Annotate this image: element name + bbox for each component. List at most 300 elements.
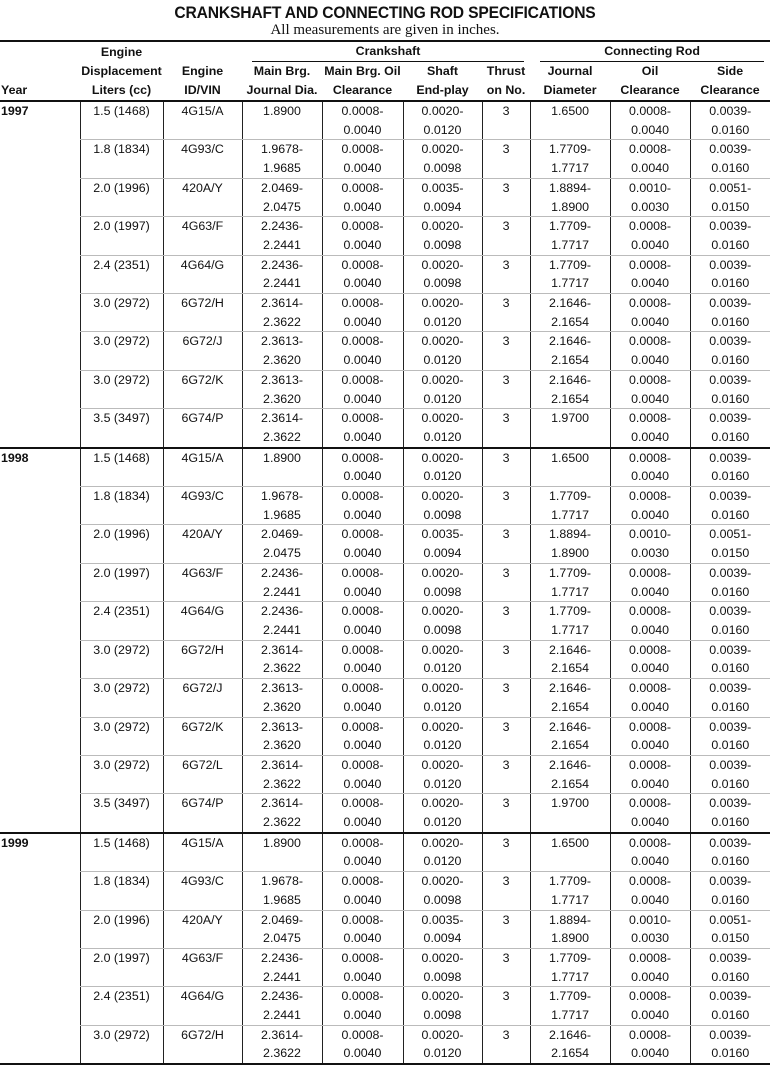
main-brg-journal-cell-line: 2.2441 bbox=[263, 622, 301, 637]
rod-journal-diameter-cell-line: 1.7717 bbox=[551, 622, 589, 637]
engine-id-cell bbox=[163, 602, 242, 640]
displacement-cell bbox=[80, 101, 163, 140]
rod-journal-diameter-cell bbox=[530, 255, 610, 293]
shaft-endplay-cell bbox=[403, 101, 482, 140]
shaft-endplay-cell bbox=[403, 487, 482, 525]
main-brg-journal-cell bbox=[242, 217, 322, 255]
shaft-endplay-cell-line: 0.0020- bbox=[421, 372, 464, 387]
rod-side-clearance-cell bbox=[690, 101, 770, 140]
engine-id-cell-value: 4G15/A bbox=[181, 104, 224, 118]
rod-side-clearance-cell-line: 0.0160 bbox=[711, 122, 750, 137]
rod-journal-diameter-cell-line: 1.6500 bbox=[551, 450, 589, 465]
engine-id-cell-value: 420A/Y bbox=[182, 180, 223, 195]
thrust-cell bbox=[482, 370, 530, 408]
rod-side-clearance-cell bbox=[690, 409, 770, 448]
rod-oil-clearance-cell bbox=[610, 833, 690, 872]
shaft-endplay-cell-line: 0.0120 bbox=[423, 699, 462, 714]
rod-journal-diameter-cell-line: 1.9700 bbox=[551, 796, 589, 811]
main-brg-journal-cell-line: 2.3622 bbox=[263, 776, 301, 791]
shaft-endplay-cell bbox=[403, 140, 482, 178]
shaft-endplay-cell bbox=[403, 525, 482, 563]
table-row bbox=[0, 409, 770, 448]
main-brg-journal-cell bbox=[242, 1025, 322, 1064]
shaft-endplay-cell-line: 0.0020- bbox=[421, 296, 464, 311]
main-brg-journal-cell-line: 2.0469- bbox=[260, 527, 304, 542]
rod-oil-clearance-cell-line: 0.0040 bbox=[631, 854, 669, 869]
rod-journal-diameter-cell-line: 1.7709- bbox=[549, 604, 592, 619]
shaft-endplay-cell-line: 0.0020- bbox=[421, 796, 464, 811]
rod-journal-diameter-cell-line: 1.7717 bbox=[551, 969, 589, 984]
main-brg-journal-cell bbox=[242, 487, 322, 525]
displacement-cell bbox=[80, 755, 163, 793]
main-brg-oil-clearance-cell bbox=[322, 679, 403, 717]
displacement-cell-value: 2.0 (1996) bbox=[93, 912, 150, 927]
rod-oil-clearance-cell-line: 0.0008- bbox=[629, 989, 672, 1004]
rod-journal-diameter-cell bbox=[530, 487, 610, 525]
main-brg-journal-cell-line: 2.3622 bbox=[263, 429, 301, 444]
rod-side-clearance-cell-line: 0.0160 bbox=[711, 661, 750, 676]
main-brg-oil-clearance-cell-line: 0.0040 bbox=[343, 161, 382, 176]
shaft-endplay-cell bbox=[403, 370, 482, 408]
rod-journal-diameter-cell-line bbox=[531, 121, 610, 140]
rod-side-clearance-cell-line: 0.0051- bbox=[709, 180, 752, 195]
table-row bbox=[0, 872, 770, 910]
main-brg-oil-clearance-cell-line: 0.0008- bbox=[341, 142, 384, 157]
main-brg-journal-cell bbox=[242, 679, 322, 717]
rod-oil-clearance-cell-line: 0.0030 bbox=[631, 546, 669, 561]
main-brg-oil-clearance-cell-line: 0.0008- bbox=[341, 604, 384, 619]
shaft-endplay-cell bbox=[403, 987, 482, 1025]
rod-oil-clearance-cell-line: 0.0008- bbox=[629, 104, 672, 118]
rod-journal-diameter-cell-line: 2.1646- bbox=[549, 757, 592, 772]
rod-journal-diameter-cell-line: 2.1654 bbox=[551, 1046, 589, 1061]
rod-journal-diameter-cell-line bbox=[531, 467, 610, 486]
header-main-brg-oil-line2: Clearance bbox=[322, 81, 403, 101]
main-brg-journal-cell bbox=[242, 332, 322, 370]
rod-oil-clearance-cell-line: 0.0008- bbox=[629, 604, 672, 619]
shaft-endplay-cell-line: 0.0120 bbox=[423, 776, 462, 791]
rod-side-clearance-cell-line: 0.0039- bbox=[709, 489, 752, 504]
header-crankshaft-group bbox=[242, 41, 530, 62]
header-thrust-line1: Thrust bbox=[486, 64, 526, 78]
displacement-cell-value: 3.0 (2972) bbox=[93, 1027, 150, 1042]
rod-journal-diameter-cell bbox=[530, 755, 610, 793]
main-brg-journal-cell-line: 2.3622 bbox=[263, 815, 301, 830]
rod-oil-clearance-cell-line: 0.0040 bbox=[631, 122, 669, 137]
main-brg-oil-clearance-cell-line: 0.0040 bbox=[343, 854, 382, 869]
rod-oil-clearance-cell-line: 0.0008- bbox=[629, 450, 672, 465]
shaft-endplay-cell-line: 0.0020- bbox=[421, 334, 464, 349]
rod-side-clearance-cell-line: 0.0039- bbox=[709, 219, 752, 234]
main-brg-oil-clearance-cell-line: 0.0008- bbox=[341, 527, 384, 542]
shaft-endplay-cell bbox=[403, 563, 482, 601]
main-brg-journal-cell-line: 2.2441 bbox=[263, 276, 301, 291]
shaft-endplay-cell bbox=[403, 178, 482, 216]
thrust-cell-value: 3 bbox=[502, 719, 510, 734]
thrust-cell bbox=[482, 833, 530, 872]
main-brg-oil-clearance-cell-line: 0.0040 bbox=[343, 237, 382, 252]
engine-id-cell bbox=[163, 833, 242, 872]
table-row bbox=[0, 448, 770, 487]
rod-oil-clearance-cell bbox=[610, 294, 690, 332]
rod-oil-clearance-cell bbox=[610, 679, 690, 717]
main-brg-oil-clearance-cell-line: 0.0008- bbox=[341, 372, 384, 387]
main-brg-journal-cell-line: 2.3622 bbox=[263, 661, 301, 676]
rod-journal-diameter-cell-line: 1.7717 bbox=[551, 1008, 589, 1023]
thrust-cell-value: 3 bbox=[502, 219, 510, 234]
displacement-cell bbox=[80, 794, 163, 833]
shaft-endplay-cell-line: 0.0098 bbox=[423, 237, 462, 252]
displacement-cell bbox=[80, 217, 163, 255]
rod-journal-diameter-cell-line: 1.6500 bbox=[551, 104, 589, 118]
displacement-cell-value: 2.0 (1997) bbox=[93, 219, 150, 234]
header-rod-journal-line2: Diameter bbox=[530, 81, 610, 101]
engine-id-cell bbox=[163, 717, 242, 755]
displacement-cell bbox=[80, 370, 163, 408]
rod-side-clearance-cell-line: 0.0039- bbox=[709, 835, 752, 850]
table-body bbox=[0, 101, 770, 1064]
engine-id-cell bbox=[163, 910, 242, 948]
shaft-endplay-cell-line: 0.0020- bbox=[421, 411, 464, 426]
rod-journal-diameter-cell-line bbox=[531, 428, 610, 447]
main-brg-oil-clearance-cell-line: 0.0040 bbox=[343, 353, 382, 368]
shaft-endplay-cell bbox=[403, 717, 482, 755]
main-brg-oil-clearance-cell-line: 0.0040 bbox=[343, 815, 382, 830]
year-cell: 1999 bbox=[0, 833, 80, 1064]
shaft-endplay-cell-line: 0.0020- bbox=[421, 450, 464, 465]
rod-side-clearance-cell-line: 0.0051- bbox=[709, 527, 752, 542]
engine-id-cell-value: 4G93/C bbox=[181, 142, 224, 157]
table-row bbox=[0, 563, 770, 601]
rod-oil-clearance-cell-line: 0.0008- bbox=[629, 1027, 672, 1042]
rod-side-clearance-cell-line: 0.0160 bbox=[711, 1046, 750, 1061]
main-brg-journal-cell bbox=[242, 101, 322, 140]
rod-journal-diameter-cell-line: 2.1654 bbox=[551, 776, 589, 791]
main-brg-journal-cell-line: 2.3613- bbox=[260, 719, 304, 734]
rod-oil-clearance-cell-line: 0.0040 bbox=[631, 507, 669, 522]
rod-side-clearance-cell bbox=[690, 448, 770, 487]
main-brg-oil-clearance-cell-line: 0.0008- bbox=[341, 489, 384, 504]
header-engine-id-line1: Engine bbox=[181, 64, 224, 78]
main-brg-oil-clearance-cell bbox=[322, 448, 403, 487]
table-row bbox=[0, 178, 770, 216]
rod-oil-clearance-cell-line: 0.0040 bbox=[631, 161, 669, 176]
rod-side-clearance-cell bbox=[690, 794, 770, 833]
rod-oil-clearance-cell-line: 0.0040 bbox=[631, 699, 669, 714]
main-brg-journal-cell-line: 2.3613- bbox=[260, 681, 304, 696]
thrust-cell-value: 3 bbox=[502, 450, 510, 465]
thrust-cell-value: 3 bbox=[502, 104, 510, 118]
header-rod-side-line2: Clearance bbox=[690, 81, 770, 101]
shaft-endplay-cell-line: 0.0020- bbox=[421, 642, 464, 657]
rod-oil-clearance-cell bbox=[610, 910, 690, 948]
rod-oil-clearance-cell-line: 0.0040 bbox=[631, 661, 669, 676]
engine-id-cell bbox=[163, 525, 242, 563]
engine-id-cell bbox=[163, 679, 242, 717]
rod-side-clearance-cell bbox=[690, 640, 770, 678]
thrust-cell bbox=[482, 255, 530, 293]
table-row bbox=[0, 1025, 770, 1064]
main-brg-journal-cell-line: 1.8900 bbox=[263, 835, 301, 850]
main-brg-journal-cell bbox=[242, 755, 322, 793]
rod-journal-diameter-cell-line: 1.7709- bbox=[549, 950, 592, 965]
engine-id-cell-value: 6G72/H bbox=[181, 296, 224, 311]
table-row bbox=[0, 140, 770, 178]
rod-oil-clearance-cell-line: 0.0008- bbox=[629, 835, 672, 850]
main-brg-oil-clearance-cell bbox=[322, 563, 403, 601]
header-year-spacer bbox=[0, 41, 80, 62]
engine-id-cell-value: 4G64/G bbox=[180, 604, 225, 619]
rod-journal-diameter-cell bbox=[530, 563, 610, 601]
rod-journal-diameter-cell-line: 2.1654 bbox=[551, 738, 589, 753]
rod-journal-diameter-cell bbox=[530, 602, 610, 640]
rod-side-clearance-cell-line: 0.0160 bbox=[711, 815, 750, 830]
main-brg-journal-cell bbox=[242, 987, 322, 1025]
shaft-endplay-cell-line: 0.0098 bbox=[423, 584, 462, 599]
main-brg-journal-cell bbox=[242, 717, 322, 755]
rod-oil-clearance-cell-line: 0.0040 bbox=[631, 237, 669, 252]
displacement-cell-value: 2.4 (2351) bbox=[93, 989, 150, 1004]
rod-oil-clearance-cell-line: 0.0008- bbox=[629, 142, 672, 157]
main-brg-oil-clearance-cell-line: 0.0008- bbox=[341, 219, 384, 234]
thrust-cell bbox=[482, 563, 530, 601]
displacement-cell bbox=[80, 140, 163, 178]
displacement-cell bbox=[80, 910, 163, 948]
engine-id-cell-value: 6G72/J bbox=[182, 334, 223, 349]
displacement-cell bbox=[80, 833, 163, 872]
thrust-cell-value: 3 bbox=[502, 642, 510, 657]
main-brg-oil-clearance-cell-line: 0.0008- bbox=[341, 835, 384, 850]
thrust-cell bbox=[482, 910, 530, 948]
main-brg-journal-cell-line: 2.3614- bbox=[260, 757, 304, 772]
rod-journal-diameter-cell-line: 1.7717 bbox=[551, 892, 589, 907]
thrust-cell bbox=[482, 487, 530, 525]
rod-side-clearance-cell bbox=[690, 910, 770, 948]
rod-side-clearance-cell-line: 0.0039- bbox=[709, 334, 752, 349]
displacement-cell bbox=[80, 1025, 163, 1064]
rod-oil-clearance-cell-line: 0.0040 bbox=[631, 738, 669, 753]
main-brg-journal-cell bbox=[242, 140, 322, 178]
shaft-endplay-cell-line: 0.0020- bbox=[421, 719, 464, 734]
main-brg-journal-cell bbox=[242, 409, 322, 448]
rod-oil-clearance-cell-line: 0.0008- bbox=[629, 719, 672, 734]
rod-side-clearance-cell-line: 0.0150 bbox=[711, 546, 750, 561]
main-brg-journal-cell-line: 2.2441 bbox=[263, 1008, 301, 1023]
main-brg-oil-clearance-cell-line: 0.0008- bbox=[341, 642, 384, 657]
rod-oil-clearance-cell-line: 0.0040 bbox=[631, 391, 669, 406]
rod-side-clearance-cell-line: 0.0039- bbox=[709, 796, 752, 811]
main-brg-oil-clearance-cell bbox=[322, 794, 403, 833]
main-brg-journal-cell-line: 2.0475 bbox=[263, 546, 301, 561]
shaft-endplay-cell-line: 0.0120 bbox=[423, 738, 462, 753]
main-brg-journal-cell bbox=[242, 178, 322, 216]
shaft-endplay-cell-line: 0.0035- bbox=[421, 912, 464, 927]
rod-side-clearance-cell bbox=[690, 1025, 770, 1064]
shaft-endplay-cell-line: 0.0098 bbox=[423, 1008, 462, 1023]
year-cell: 1998 bbox=[0, 448, 80, 833]
rod-side-clearance-cell bbox=[690, 370, 770, 408]
rod-oil-clearance-cell bbox=[610, 948, 690, 986]
main-brg-journal-cell-line: 1.9678- bbox=[260, 142, 304, 157]
rod-oil-clearance-cell bbox=[610, 872, 690, 910]
engine-id-cell-value: 6G72/K bbox=[181, 372, 224, 387]
main-brg-journal-cell-line: 2.0475 bbox=[263, 931, 301, 946]
main-brg-oil-clearance-cell-line: 0.0040 bbox=[343, 776, 382, 791]
header-displacement-line3: Liters (cc) bbox=[80, 81, 163, 101]
engine-id-cell-value: 4G15/A bbox=[181, 835, 224, 850]
displacement-cell-value: 3.5 (3497) bbox=[93, 796, 150, 811]
rod-oil-clearance-cell-line: 0.0040 bbox=[631, 429, 669, 444]
shaft-endplay-cell-line: 0.0020- bbox=[421, 142, 464, 157]
rod-oil-clearance-cell-line: 0.0040 bbox=[631, 815, 669, 830]
rod-oil-clearance-cell bbox=[610, 640, 690, 678]
displacement-cell bbox=[80, 872, 163, 910]
shaft-endplay-cell-line: 0.0120 bbox=[423, 429, 462, 444]
header-displacement-line1: Engine bbox=[100, 45, 143, 59]
shaft-endplay-cell bbox=[403, 332, 482, 370]
shaft-endplay-cell bbox=[403, 833, 482, 872]
table-row bbox=[0, 794, 770, 833]
engine-id-cell-value: 420A/Y bbox=[182, 527, 223, 542]
rod-journal-diameter-cell-line: 1.7709- bbox=[549, 989, 592, 1004]
main-brg-oil-clearance-cell-line: 0.0040 bbox=[343, 1046, 382, 1061]
thrust-cell bbox=[482, 640, 530, 678]
engine-id-cell bbox=[163, 178, 242, 216]
rod-side-clearance-cell-line: 0.0160 bbox=[711, 391, 750, 406]
table-row bbox=[0, 101, 770, 140]
thrust-cell-value: 3 bbox=[502, 874, 510, 889]
rod-journal-diameter-cell-line: 2.1654 bbox=[551, 699, 589, 714]
main-brg-oil-clearance-cell-line: 0.0008- bbox=[341, 681, 384, 696]
main-brg-oil-clearance-cell bbox=[322, 101, 403, 140]
rod-side-clearance-cell-line: 0.0039- bbox=[709, 989, 752, 1004]
rod-oil-clearance-cell bbox=[610, 717, 690, 755]
main-brg-oil-clearance-cell bbox=[322, 948, 403, 986]
rod-side-clearance-cell-line: 0.0160 bbox=[711, 161, 750, 176]
engine-id-cell bbox=[163, 794, 242, 833]
shaft-endplay-cell bbox=[403, 602, 482, 640]
thrust-cell-value: 3 bbox=[502, 681, 510, 696]
shaft-endplay-cell-line: 0.0098 bbox=[423, 969, 462, 984]
rod-oil-clearance-cell bbox=[610, 987, 690, 1025]
engine-id-cell-value: 420A/Y bbox=[182, 912, 223, 927]
thrust-cell-value: 3 bbox=[502, 1027, 510, 1042]
main-brg-oil-clearance-cell-line: 0.0040 bbox=[343, 969, 382, 984]
main-brg-oil-clearance-cell bbox=[322, 409, 403, 448]
rod-side-clearance-cell-line: 0.0150 bbox=[711, 199, 750, 214]
main-brg-journal-cell-line: 1.9685 bbox=[263, 507, 301, 522]
thrust-cell-value: 3 bbox=[502, 296, 510, 311]
main-brg-oil-clearance-cell-line: 0.0040 bbox=[343, 469, 382, 484]
displacement-cell-value: 3.5 (3497) bbox=[93, 411, 150, 426]
rod-side-clearance-cell-line: 0.0039- bbox=[709, 642, 752, 657]
rod-journal-diameter-cell bbox=[530, 332, 610, 370]
shaft-endplay-cell-line: 0.0120 bbox=[423, 391, 462, 406]
rod-side-clearance-cell-line: 0.0160 bbox=[711, 738, 750, 753]
main-brg-oil-clearance-cell-line: 0.0008- bbox=[341, 719, 384, 734]
displacement-cell-value: 3.0 (2972) bbox=[93, 681, 150, 696]
rod-oil-clearance-cell-line: 0.0008- bbox=[629, 642, 672, 657]
rod-oil-clearance-cell-line: 0.0040 bbox=[631, 776, 669, 791]
main-brg-journal-cell-line: 2.3620 bbox=[263, 738, 301, 753]
rod-side-clearance-cell-line: 0.0039- bbox=[709, 296, 752, 311]
rod-journal-diameter-cell-line: 2.1646- bbox=[549, 1027, 592, 1042]
main-brg-oil-clearance-cell-line: 0.0040 bbox=[343, 584, 382, 599]
shaft-endplay-cell-line: 0.0020- bbox=[421, 604, 464, 619]
main-brg-oil-clearance-cell-line: 0.0040 bbox=[343, 122, 382, 137]
rod-journal-diameter-cell-line: 2.1654 bbox=[551, 353, 589, 368]
main-brg-oil-clearance-cell-line: 0.0040 bbox=[343, 738, 382, 753]
rod-journal-diameter-cell-line: 2.1646- bbox=[549, 642, 592, 657]
main-brg-oil-clearance-cell bbox=[322, 1025, 403, 1064]
rod-journal-diameter-cell-line: 1.6500 bbox=[551, 835, 589, 850]
engine-id-cell-value: 6G72/J bbox=[182, 681, 223, 696]
main-brg-journal-cell-line: 2.3614- bbox=[260, 1027, 304, 1042]
rod-journal-diameter-cell-line: 2.1646- bbox=[549, 372, 592, 387]
main-brg-journal-cell-line: 2.2441 bbox=[263, 237, 301, 252]
main-brg-journal-cell-line: 2.2436- bbox=[260, 950, 304, 965]
displacement-cell-value: 1.8 (1834) bbox=[93, 142, 150, 157]
rod-oil-clearance-cell-line: 0.0040 bbox=[631, 622, 669, 637]
main-brg-journal-cell-line: 2.3620 bbox=[263, 699, 301, 714]
engine-id-cell bbox=[163, 755, 242, 793]
rod-side-clearance-cell-line: 0.0039- bbox=[709, 719, 752, 734]
thrust-cell-value: 3 bbox=[502, 912, 510, 927]
rod-oil-clearance-cell-line: 0.0008- bbox=[629, 372, 672, 387]
table-row bbox=[0, 487, 770, 525]
rod-side-clearance-cell-line: 0.0039- bbox=[709, 450, 752, 465]
shaft-endplay-cell-line: 0.0035- bbox=[421, 527, 464, 542]
engine-id-cell-value: 4G63/F bbox=[181, 565, 224, 580]
rod-journal-diameter-cell bbox=[530, 794, 610, 833]
rod-side-clearance-cell-line: 0.0051- bbox=[709, 912, 752, 927]
engine-id-cell-value: 4G63/F bbox=[181, 219, 224, 234]
crankshaft-group-label: Crankshaft bbox=[252, 42, 524, 62]
rod-oil-clearance-cell-line: 0.0008- bbox=[629, 565, 672, 580]
main-brg-oil-clearance-cell-line: 0.0008- bbox=[341, 180, 384, 195]
main-brg-journal-cell-line bbox=[243, 852, 322, 871]
rod-side-clearance-cell-line: 0.0039- bbox=[709, 142, 752, 157]
rod-journal-diameter-cell bbox=[530, 717, 610, 755]
main-brg-oil-clearance-cell bbox=[322, 640, 403, 678]
thrust-cell bbox=[482, 755, 530, 793]
rod-journal-diameter-cell-line: 1.8900 bbox=[551, 931, 589, 946]
main-brg-oil-clearance-cell bbox=[322, 525, 403, 563]
rod-journal-diameter-cell-line: 2.1654 bbox=[551, 391, 589, 406]
main-brg-oil-clearance-cell-line: 0.0040 bbox=[343, 276, 382, 291]
displacement-cell bbox=[80, 679, 163, 717]
rod-oil-clearance-cell bbox=[610, 602, 690, 640]
header-main-brg-journal-line2: Journal Dia. bbox=[242, 81, 322, 101]
shaft-endplay-cell bbox=[403, 679, 482, 717]
header-engine-id-line2: ID/VIN bbox=[163, 81, 242, 101]
thrust-cell-value: 3 bbox=[502, 257, 510, 272]
rod-side-clearance-cell-line: 0.0039- bbox=[709, 565, 752, 580]
thrust-cell-value: 3 bbox=[502, 835, 510, 850]
rod-journal-diameter-cell-line: 1.8894- bbox=[549, 912, 592, 927]
main-brg-oil-clearance-cell-line: 0.0008- bbox=[341, 411, 384, 426]
thrust-cell-value: 3 bbox=[502, 142, 510, 157]
main-brg-oil-clearance-cell-line: 0.0008- bbox=[341, 912, 384, 927]
displacement-cell bbox=[80, 640, 163, 678]
main-brg-journal-cell-line: 2.3614- bbox=[260, 642, 304, 657]
main-brg-journal-cell-line: 2.0469- bbox=[260, 912, 304, 927]
rod-journal-diameter-cell bbox=[530, 294, 610, 332]
rod-journal-diameter-cell bbox=[530, 1025, 610, 1064]
rod-journal-diameter-cell bbox=[530, 872, 610, 910]
rod-journal-diameter-cell-line: 1.7717 bbox=[551, 584, 589, 599]
rod-journal-diameter-cell-line bbox=[531, 813, 610, 832]
